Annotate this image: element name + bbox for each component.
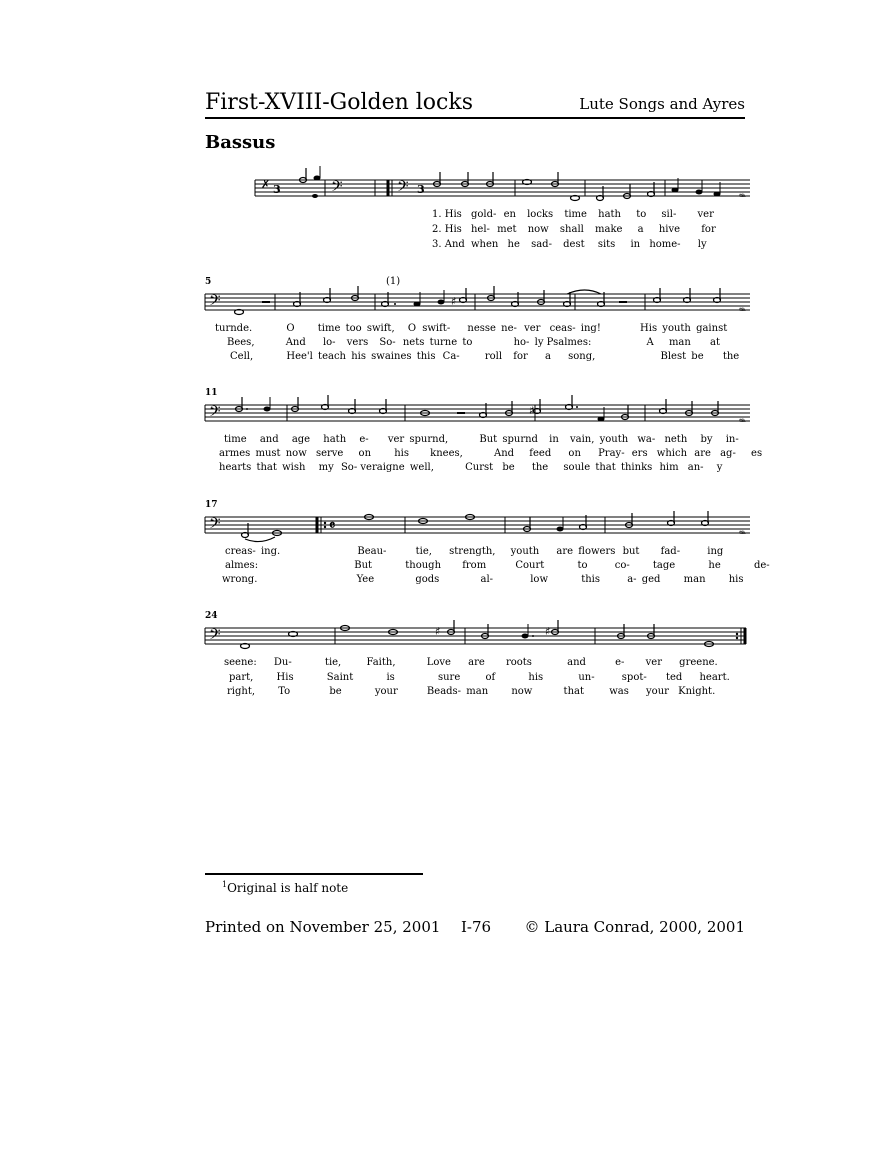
lyric-syllable: knees, [430,448,463,459]
lyric-syllable: at [710,337,720,348]
lyric-syllable: hath [323,434,347,445]
lyric-syllable: Faith, [366,657,396,668]
lyric-syllable: Du- [273,657,292,668]
svg-text:𝆮: 𝆮 [739,192,746,203]
lyric-syllable: ceas- [549,323,576,334]
lyric-syllable: time [224,434,247,445]
lyric-syllable: veraigne [360,462,405,473]
lyric-syllable: ne- [501,323,517,334]
lyric-syllable: creas- [225,546,256,557]
lyric-line [227,337,747,348]
lyric-syllable: by [700,434,713,445]
measure-number: 11 [205,388,218,398]
lyric-syllable: 3. And [432,239,465,250]
lyric-syllable: co- [614,560,630,571]
lyric-syllable: ted [665,672,683,683]
lyric-syllable: sad- [531,239,552,250]
lyric-syllable: heart. [699,672,730,683]
lyric-syllable: tie, [415,546,432,557]
footnote-number: 1 [222,880,228,889]
footnote-rule [205,873,423,875]
lyric-syllable: teach [318,351,346,362]
lyric-syllable: his [351,351,366,362]
lyric-syllable: roots [505,657,532,668]
lyric-syllable: right, [227,686,256,697]
lyric-syllable: Cell, [230,351,254,362]
lyric-syllable: are [556,546,574,557]
lyric-syllable: A [646,337,654,348]
lyric-syllable: But [354,560,373,571]
lyric-syllable: from [462,560,487,571]
lyric-syllable: turne [429,337,458,348]
lyric-syllable: feed [529,448,552,459]
lyric-syllable: Beau- [357,546,387,557]
svg-text:♯: ♯ [451,295,457,308]
lyric-line [432,239,707,250]
lyric-syllable: Ca- [442,351,460,362]
svg-text:3: 3 [273,183,281,196]
lyric-syllable: in [549,434,559,445]
lyric-syllable: turnde. [215,323,253,334]
lyric-syllable: his [528,672,544,683]
lyric-syllable: that [563,686,584,697]
lyric-syllable: must [255,448,281,459]
lyric-syllable: age [291,434,311,445]
lyric-syllable: gold- [470,209,497,220]
lyric-line [432,209,714,220]
svg-text:𝄢: 𝄢 [397,178,409,199]
lyric-syllable: low [530,574,549,585]
lyric-syllable: O [407,323,417,334]
lyric-syllable: time [317,323,341,334]
lyric-line [432,224,716,235]
lyric-syllable: is [386,672,395,683]
lyric-syllable: which [656,448,688,459]
lyric-syllable: him [659,462,679,473]
lyric-syllable: now [511,686,533,697]
svg-text:𝄢: 𝄢 [209,515,221,536]
lyric-syllable: locks [527,209,554,220]
lyric-line [229,672,749,683]
lyric-line [222,574,747,585]
staff-system-2 [205,284,750,320]
lyric-line [230,351,750,362]
lyric-syllable: al- [480,574,494,585]
lyric-syllable: this [581,574,600,585]
copyright: © Laura Conrad, 2000, 2001 [524,918,745,936]
lyric-syllable: man [668,337,691,348]
svg-text:♯: ♯ [435,625,441,638]
svg-text:𝄢: 𝄢 [209,626,221,647]
lyric-syllable: a [544,351,551,362]
lyric-syllable: man [683,574,706,585]
lyric-syllable: met [497,224,517,235]
lyric-syllable: serve [315,448,344,459]
lyric-syllable: hel- [470,224,490,235]
lyric-syllable: soule [563,462,591,473]
lyric-syllable: Court [515,560,545,571]
lyric-syllable: his [728,574,744,585]
lyric-line [224,434,749,445]
lyric-syllable: ver [524,323,541,334]
lyric-syllable: Beads- [426,686,462,697]
lyric-syllable: in- [725,434,739,445]
lyric-syllable: wa- [637,434,656,445]
lyric-syllable: en [503,209,516,220]
lyric-syllable: your [646,686,669,697]
lyric-syllable: wish [282,462,306,473]
measure-number: 24 [205,611,218,621]
lyric-syllable: for [513,351,528,362]
lyric-syllable: his [394,448,409,459]
lyric-syllable: man [466,686,489,697]
lyric-syllable: Love [426,657,451,668]
svg-text:𝆮: 𝆮 [739,306,746,317]
lyric-syllable: your [374,686,398,697]
lyric-line [224,657,749,668]
lyric-syllable: now [285,448,307,459]
lyric-syllable: a- [627,574,637,585]
svg-text:𝆮: 𝆮 [739,529,746,540]
lyric-syllable: nesse [467,323,496,334]
lyric-syllable: song, [568,351,596,362]
footnote [222,880,348,895]
lyric-syllable: ag- [720,448,736,459]
lyric-syllable: tie, [324,657,342,668]
lyric-syllable: be [691,351,704,362]
lyric-syllable: His [276,672,294,683]
lyric-line [225,560,770,571]
lyric-line [219,448,763,459]
lyric-syllable: ged [641,574,661,585]
lyric-syllable: Pray- [598,448,625,459]
lyric-line [219,462,749,473]
staff-system-4 [205,507,750,543]
lyric-syllable: swift, [366,323,395,334]
lyric-syllable: wrong. [222,574,258,585]
lyric-syllable: sil- [661,209,677,220]
header-rule [205,117,745,119]
lyric-syllable: gods [415,574,440,585]
staff-system-1 [255,170,750,206]
lyric-syllable: he [708,560,721,571]
lyric-syllable: sits [597,239,616,250]
lyric-syllable: he [507,239,520,250]
lyric-syllable: roll [484,351,503,362]
lyric-syllable: tage [652,560,676,571]
lyric-syllable: thinks [620,462,653,473]
lyric-syllable: make [595,224,623,235]
lyric-syllable: ver [645,657,662,668]
lyric-syllable: swaines [371,351,412,362]
lyric-line [227,686,747,697]
lyric-syllable: though [405,560,442,571]
lyric-syllable: Psalmes: [546,337,592,348]
lyric-syllable: well, [409,462,434,473]
lyric-syllable: e- [359,434,369,445]
lyric-syllable: ly [534,337,544,348]
lyric-syllable: es [751,448,763,459]
lyric-syllable: in [630,239,641,250]
lyric-syllable: and [567,657,586,668]
svg-text:♯: ♯ [529,404,535,417]
page-title: First-XVIII-Golden locks [205,90,473,115]
lyric-syllable: 2. His [432,224,462,235]
lyric-syllable: to [636,209,647,220]
lyric-syllable: lo- [322,337,336,348]
lyric-syllable: for [701,224,716,235]
lyric-syllable: ing. [260,546,281,557]
svg-text:𝄢: 𝄢 [209,403,221,424]
lyric-syllable: dest [563,239,585,250]
lyric-syllable: neth [664,434,688,445]
printed-date: Printed on November 25, 2001 [205,918,441,936]
lyric-syllable: e- [615,657,625,668]
lyric-syllable: are [468,657,485,668]
lyric-syllable: ho- [513,337,530,348]
lyric-syllable: strength, [449,546,496,557]
lyric-syllable: armes [219,448,251,459]
lyric-syllable: that [256,462,277,473]
lyric-syllable: Curst [465,462,494,473]
lyric-syllable: ing [707,546,724,557]
lyric-syllable: a [637,224,644,235]
lyric-syllable: on [358,448,372,459]
lyric-syllable: vers [346,337,369,348]
lyric-syllable: de- [753,560,770,571]
collection-title: Lute Songs and Ayres [579,95,745,113]
lyric-syllable: And [285,337,306,348]
lyric-syllable: Knight. [678,686,716,697]
lyric-line [215,323,745,334]
svg-text:𝆮: 𝆮 [739,417,746,428]
lyric-syllable: youth [662,323,691,334]
lyric-syllable: Bees, [227,337,255,348]
lyric-syllable: hath [598,209,621,220]
lyric-syllable: y [716,462,723,473]
lyric-syllable: swift- [422,323,451,334]
lyric-syllable: spurnd, [409,434,449,445]
page-number: I-76 [461,918,492,936]
lyric-syllable: home- [649,239,681,250]
lyric-syllable: To [278,686,291,697]
lyric-syllable: flowers [578,546,616,557]
lyric-syllable: And [494,448,515,459]
lyric-syllable: the [531,462,549,473]
measure-number: 5 [205,277,212,287]
lyric-syllable: almes: [225,560,259,571]
lyric-syllable: be [502,462,515,473]
measure-number: 17 [205,500,218,510]
staff-system-3 [205,395,750,431]
lyric-syllable: was [609,686,629,697]
svg-text:♯: ♯ [545,625,551,638]
lyric-syllable: now [527,224,549,235]
lyric-syllable: Saint [326,672,354,683]
lyric-syllable: too [345,323,362,334]
lyric-syllable: nets [402,337,425,348]
svg-text:✗: ✗ [261,178,271,191]
staff-system-5 [205,618,750,654]
part-name: Bassus [205,132,276,153]
lyric-syllable: to [462,337,473,348]
lyric-syllable: greene. [679,657,718,668]
lyric-syllable: the [722,351,740,362]
lyric-syllable: gainst [696,323,728,334]
lyric-syllable: So- [340,462,358,473]
lyric-syllable: be [329,686,342,697]
lyric-syllable: hive [658,224,681,235]
lyric-syllable: that [595,462,616,473]
svg-text:3: 3 [417,183,425,196]
lyric-syllable: seene: [224,657,257,668]
lyric-syllable: and [259,434,279,445]
lyric-syllable: O [286,323,295,334]
lyric-syllable: hearts [219,462,252,473]
lyric-syllable: youth [510,546,540,557]
lyric-syllable: when [470,239,499,250]
svg-text:𝄴: 𝄴 [329,518,336,534]
lyric-syllable: ing! [580,323,601,334]
lyric-line [225,546,750,557]
lyric-syllable: Yee [356,574,375,585]
lyric-syllable: 1. His [432,209,462,220]
lyric-syllable: part, [229,672,254,683]
svg-text:𝄢: 𝄢 [331,178,343,199]
lyric-syllable: my [318,462,334,473]
lyric-syllable: So- [379,337,396,348]
lyric-syllable: But [479,434,498,445]
lyric-syllable: Blest [660,351,687,362]
lyric-syllable: spurnd [502,434,538,445]
lyric-syllable: shall [559,224,584,235]
lyric-syllable: spot- [621,672,647,683]
lyric-syllable: of [485,672,496,683]
lyric-syllable: His [640,323,658,334]
lyric-syllable: youth [599,434,629,445]
lyric-syllable: ver [387,434,405,445]
lyric-syllable: sure [437,672,461,683]
lyric-syllable: ly [697,239,707,250]
svg-text:𝄢: 𝄢 [209,292,221,313]
lyric-syllable: an- [687,462,704,473]
footnote-text: Original is half note [227,881,349,895]
lyric-syllable: time [564,209,587,220]
lyric-syllable: are [694,448,711,459]
lyric-syllable: ers [631,448,648,459]
lyric-syllable: fad- [660,546,681,557]
lyric-syllable: Hee'l [286,351,313,362]
lyric-syllable: ver [697,209,714,220]
lyric-syllable: to [577,560,588,571]
lyric-syllable: on [568,448,581,459]
lyric-syllable: this [416,351,436,362]
lyric-syllable: vain, [569,434,595,445]
footnote-marker: (1) [386,276,401,287]
lyric-syllable: un- [578,672,595,683]
lyric-syllable: but [622,546,640,557]
